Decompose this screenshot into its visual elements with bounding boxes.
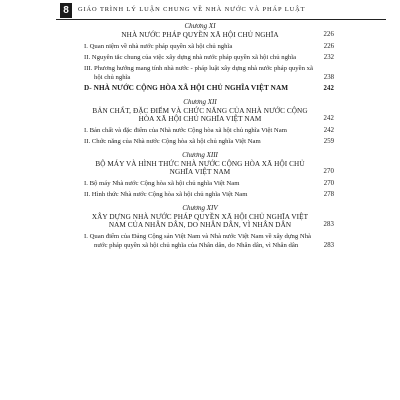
toc-entry-text: I. Bộ máy Nhà nước Cộng hòa xã hội chủ nghĩa Việt Nam <box>84 179 240 187</box>
page-ref: 242 <box>323 84 334 92</box>
toc-entry-text: I. Bản chất và đặc điểm của Nhà nước Cộng hòa xã hội chủ nghĩa Việt Nam <box>84 126 287 134</box>
page-ref: 238 <box>323 73 334 81</box>
toc-entry[interactable] <box>84 126 334 135</box>
toc-entry[interactable] <box>84 137 334 146</box>
chapter-title-xiv <box>84 212 334 230</box>
chapter-title-xii <box>84 106 334 124</box>
toc-entry-text: II. Chức năng của Nhà nước Cộng hòa xã hội chủ nghĩa Việt Nam <box>84 137 261 145</box>
toc-entry-text: III. Phương hướng mang tính nhà nước - pháp luật xây dựng nhà nước pháp quyền xã hội chủ nghĩa <box>84 64 313 81</box>
page-ref: 259 <box>323 137 334 145</box>
chapter-title-text: BẢN CHẤT, ĐẶC ĐIỂM VÀ CHỨC NĂNG CỦA NHÀ NƯỚC CỘNG HÒA XÃ HỘI CHỦ NGHĨA VIỆT NAM <box>92 106 308 123</box>
part-title: D- NHÀ NƯỚC CỘNG HÒA XÃ HỘI CHỦ NGHĨA VIỆT NAM <box>84 83 289 92</box>
chapter-label-xi: Chương XI <box>184 22 216 30</box>
page-ref: 270 <box>323 168 334 175</box>
chapter-title-text: XÂY DỰNG NHÀ NƯỚC PHÁP QUYỀN XÃ HỘI CHỦ NGHĨA VIỆT NAM CỦA NHÂN DÂN, DO NHÂN DÂN, VÌ NHÂN DÂN <box>91 212 309 229</box>
page-ref: 242 <box>323 126 334 134</box>
toc-entry-text: I. Quan điểm của Đảng Cộng sản Việt Nam và Nhà nước Việt Nam về xây dựng Nhà nước pháp quyền xã hội chủ nghĩa của Nhân dân, do Nhân dân, vì Nhân dân <box>84 232 312 249</box>
page-number: 8 <box>60 3 72 18</box>
page-ref: 283 <box>323 241 334 249</box>
chapter-title-text: BỘ MÁY VÀ HÌNH THỨC NHÀ NƯỚC CỘNG HÒA XÃ HỘI CHỦ NGHĨA VIỆT NAM <box>95 159 305 176</box>
running-header <box>56 3 386 20</box>
page-ref: 270 <box>323 179 334 187</box>
chapter-label-xii: Chương XII <box>183 97 217 106</box>
toc-entry-text: II. Nguyên tắc chung của việc xây dựng nhà nước pháp quyền xã hội chủ nghĩa <box>84 53 297 61</box>
toc-entry[interactable] <box>84 179 334 188</box>
chapter-label-xiii: Chương XIII <box>182 150 218 159</box>
toc-entry[interactable] <box>84 64 334 82</box>
toc-entry[interactable] <box>84 232 334 250</box>
chapter-label-xiv: Chương XIV <box>182 203 218 212</box>
part-heading-d[interactable] <box>84 83 334 93</box>
page-ref: 283 <box>323 221 334 228</box>
page-ref: 278 <box>323 190 334 198</box>
chapter-title-text: NHÀ NƯỚC PHÁP QUYỀN XÃ HỘI CHỦ NGHĨA <box>121 31 279 39</box>
toc-entry[interactable] <box>84 53 334 62</box>
toc-entry-text: II. Hình thức Nhà nước Cộng hòa xã hội chủ nghĩa Việt Nam <box>84 190 248 198</box>
page-ref: 226 <box>323 42 334 50</box>
table-of-contents <box>84 22 334 250</box>
toc-entry-text: I. Quan niệm về nhà nước pháp quyền xã hội chủ nghĩa <box>84 42 233 50</box>
toc-entry[interactable] <box>84 190 334 199</box>
page-ref: 242 <box>323 115 334 122</box>
chapter-title-xi <box>84 31 334 40</box>
chapter-title-xiii <box>84 159 334 177</box>
toc-entry[interactable] <box>84 42 334 51</box>
page-ref: 232 <box>323 53 334 61</box>
running-title: GIÁO TRÌNH LÝ LUẬN CHUNG VỀ NHÀ NƯỚC VÀ PHÁP LUẬT <box>78 6 306 13</box>
page-ref: 226 <box>323 31 334 38</box>
